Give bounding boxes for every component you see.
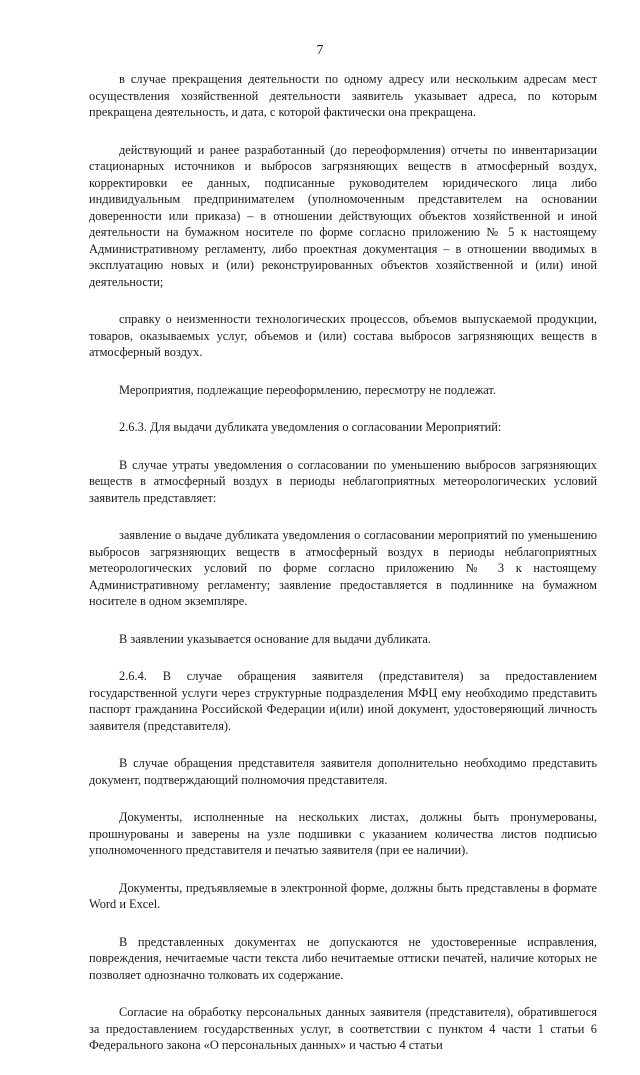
paragraph-duplicate-reason: В заявлении указывается основание для выдачи дубликата. [119,631,432,646]
page-number: 7 [316,43,324,58]
document-body [89,71,597,1075]
paragraph-cessation-address: в случае прекращения деятельности по одному адресу или нескольким адресам мест осуществления хозяйственной деятельности заявитель указывает адреса, по которым прекращена деятельность, и дата, с которой фактически она прекращена. [89,72,597,119]
paragraph-multi-sheet-documents: Документы, исполненные на нескольких листах, должны быть пронумерованы, прошнурованы и заверены на узле подшивки с указанием количества листов подписью уполномоченного представителя и печатью заявителя (при ее наличии). [89,810,597,857]
paragraph-section-2-6-4: 2.6.4. В случае обращения заявителя (представителя) за предоставлением государственной услуги через структурные подразделения МФЦ ему необходимо представить паспорт гражданина Российской Федерации и(или) иной документ, удостоверяющий личность заявителя (представителя). [89,669,597,733]
paragraph-loss-of-notice: В случае утраты уведомления о согласовании по уменьшению выбросов загрязняющих веществ в атмосферный воздух в периоды неблагоприятных метеорологических условий заявитель представляет: [89,457,597,505]
paragraph-representative-authority: В случае обращения представителя заявителя дополнительно необходимо представить документ, подтверждающий полномочия представителя. [89,756,597,787]
paragraph-duplicate-application: заявление о выдаче дубликата уведомления о согласовании мероприятий по уменьшению выбросов загрязняющих веществ в атмосферный воздух в периоды неблагоприятных метеорологических условий по форме согласно приложению № 3 к настоящему Административному регламенту; заявление предоставляется в подлиннике на бумажном носителе в одном экземпляре. [89,528,597,608]
paragraph-electronic-format: Документы, предъявляемые в электронной форме, должны быть представлены в формате Word и Excel. [89,880,597,911]
paragraph-unchanged-processes-certificate: справку о неизменности технологических процессов, объемов выпускаемой продукции, товаров, оказываемых услуг, объемов и (или) состава выбросов загрязняющих веществ в атмосферный воздух. [89,312,597,359]
paragraph-personal-data-consent: Согласие на обработку персональных данных заявителя (представителя), обратившегося за предоставлением государственных услуг, в соответствии с пунктом 4 части 1 статьи 6 Федерального закона «О персональных данных» и частью 4 статьи [89,1005,597,1052]
paragraph-section-2-6-3: 2.6.3. Для выдачи дубликата уведомления о согласовании Мероприятий: [119,420,502,434]
paragraph-no-review: Мероприятия, подлежащие переоформлению, пересмотру не подлежат. [119,382,497,397]
paragraph-inventory-reports: действующий и ранее разработанный (до переоформления) отчеты по инвентаризации стационарных источников и выбросов загрязняющих веществ в атмосферный воздух, корректировки ее данных, подписанные руководителем юридического лица либо индивидуальным предпринимателем (уполномоченным представителем на основании доверенности или приказа) – в отношении действующих объектов хозяйственной и иной деятельности на бумажном носителе по форме согласно приложению № 5 к настоящему Административному регламенту, либо проектная документация – в отношении вводимых в эксплуатацию новых и (или) реконструированных объектов хозяйственной и (или) иной деятельности; [89,142,597,289]
paragraph-no-corrections: В представленных документах не допускаются не удостоверенные исправления, повреждения, нечитаемые части текста либо нечитаемые оттиски печатей, наличие которых не позволяет однозначно толковать их содержание. [89,934,597,982]
